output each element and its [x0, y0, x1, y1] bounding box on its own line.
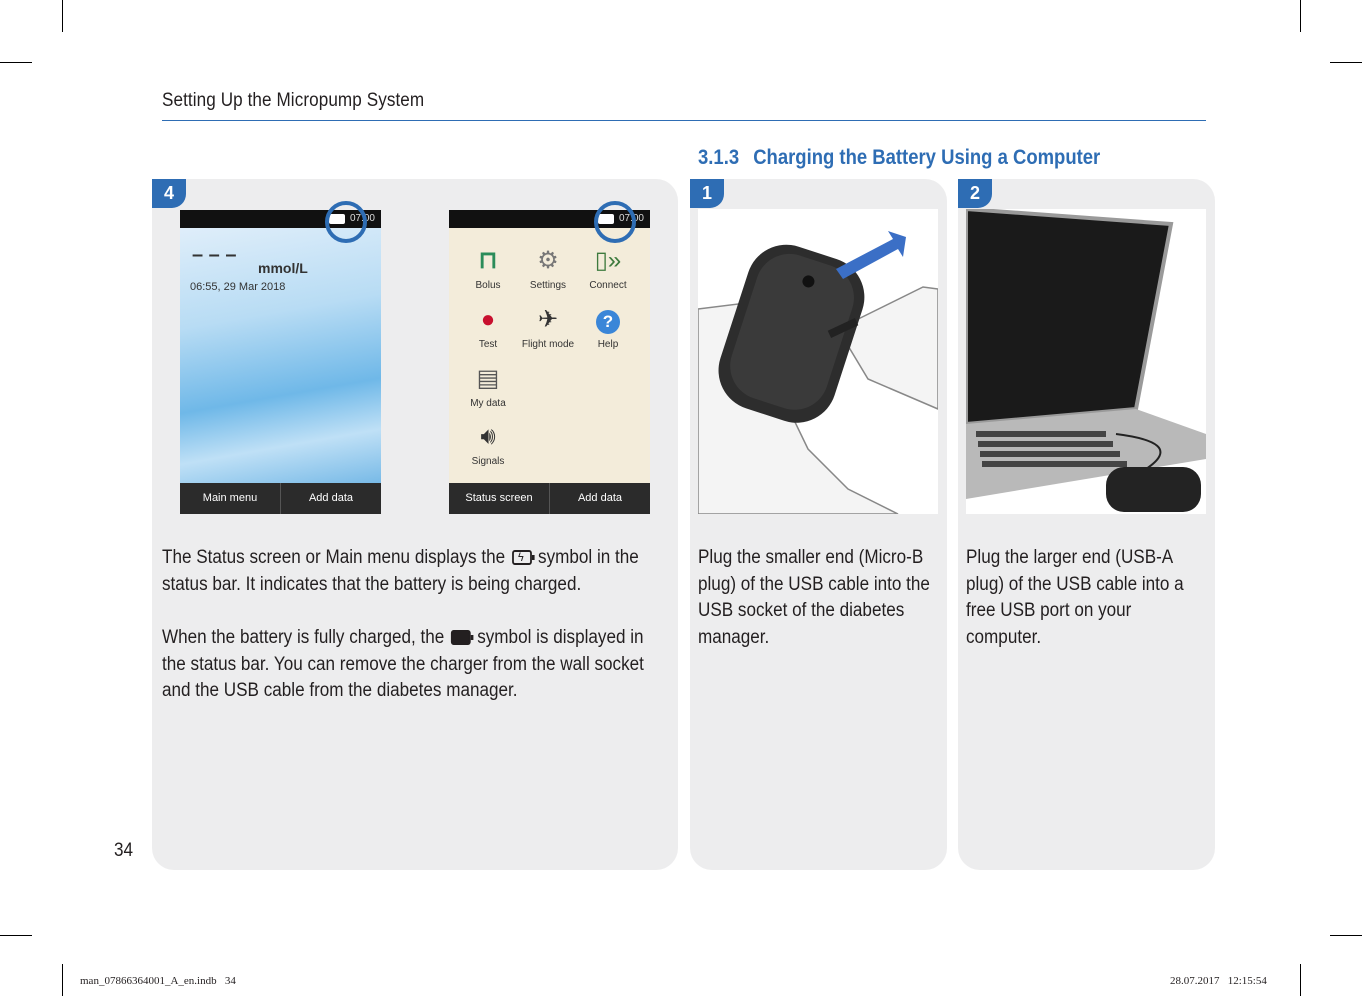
crop-mark: [1300, 964, 1301, 996]
step-badge: 2: [958, 179, 992, 208]
battery-highlight-ring: [594, 201, 636, 243]
step-2-text: Plug the larger end (USB-A plug) of the USB cable into a free USB port on your computer.: [966, 547, 1184, 648]
battery-charging-icon: ϟ: [512, 550, 532, 565]
menu-item-connect[interactable]: ▯» Connect: [573, 246, 643, 291]
menu-item-settings[interactable]: ⚙ Settings: [513, 246, 583, 291]
softkey-bar: [180, 483, 381, 514]
header-divider: [162, 120, 1206, 121]
help-icon: ?: [573, 305, 643, 335]
glucose-unit: mmol/L: [258, 260, 308, 276]
crop-mark: [0, 935, 32, 936]
softkey-bar: [449, 483, 650, 514]
add-data-softkey[interactable]: Add data: [280, 483, 381, 514]
crop-mark: [62, 0, 63, 32]
battery-full-icon: [451, 630, 471, 645]
airplane-icon: ✈: [537, 306, 559, 333]
speaker-icon: 🔊︎: [480, 423, 496, 450]
step-1-text: Plug the smaller end (Micro-B plug) of the USB cable into the USB socket of the diabetes manager.: [698, 547, 930, 648]
laptop-usb-illustration: [966, 209, 1206, 514]
print-footer-file: man_07866364001_A_en.indb 34: [80, 975, 236, 987]
menu-item-signals[interactable]: 🔊︎ Signals: [453, 422, 523, 467]
connect-icon: ▯»: [594, 247, 622, 274]
settings-gear-icon: ⚙: [537, 247, 559, 274]
blood-drop-icon: ●: [480, 306, 496, 333]
paragraph-charged: When the battery is fully charged, the symbol is displayed in the status bar. You can remove the charger from the wall socket and the USB cable from the diabetes manager.: [162, 627, 644, 701]
print-footer-timestamp: 28.07.2017 12:15:54: [1170, 975, 1267, 987]
crop-mark: [1330, 62, 1362, 63]
status-screen-softkey[interactable]: Status screen: [465, 492, 533, 504]
main-menu-illustration: [449, 210, 650, 514]
bolus-icon: ⊓: [478, 247, 498, 274]
paragraph-charging: The Status screen or Main menu displays the ϟ symbol in the status bar. It indicates that the battery is being charged.: [162, 547, 639, 595]
my-data-icon: ▤: [476, 365, 500, 392]
menu-item-bolus[interactable]: ⊓ Bolus: [453, 246, 523, 291]
menu-item-my-data[interactable]: ▤ My data: [453, 364, 523, 409]
reading-datetime: 06:55, 29 Mar 2018: [190, 281, 286, 293]
section-heading: [698, 146, 1100, 170]
crop-mark: [0, 62, 32, 63]
step-badge: 1: [690, 179, 724, 208]
plug-micro-b-illustration: [698, 209, 938, 514]
menu-item-flight-mode[interactable]: ✈ Flight mode: [513, 305, 583, 350]
battery-highlight-ring: [325, 201, 367, 243]
crop-mark: [1300, 0, 1301, 32]
menu-item-test[interactable]: ● Test: [453, 305, 523, 350]
glucose-dashes: – – –: [192, 244, 237, 266]
crop-mark: [62, 964, 63, 996]
add-data-softkey[interactable]: Add data: [549, 483, 650, 514]
crop-mark: [1330, 935, 1362, 936]
menu-item-help[interactable]: ? Help: [573, 305, 643, 350]
section-number: 3.1.3: [698, 146, 740, 169]
status-time: 07:00: [618, 213, 644, 224]
section-title: Charging the Battery Using a Computer: [753, 146, 1101, 169]
page-number: 34: [114, 840, 134, 861]
page-header-title: Setting Up the Micropump System: [162, 90, 425, 111]
status-panel-text: [162, 545, 655, 732]
step-badge: 4: [152, 179, 186, 208]
status-screen-illustration: [180, 210, 381, 514]
main-menu-softkey[interactable]: Main menu: [202, 492, 258, 504]
status-time: 07:00: [349, 213, 375, 224]
